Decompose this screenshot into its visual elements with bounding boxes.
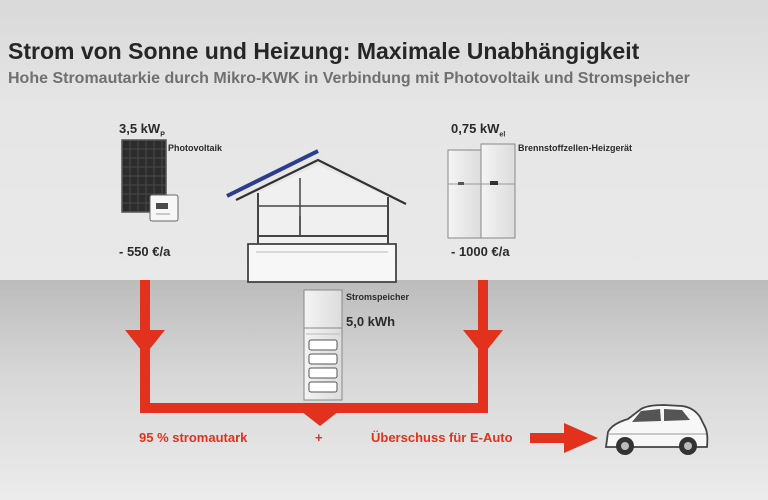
electric-car-icon xyxy=(606,405,707,455)
pv-savings-label: - 550 €/a xyxy=(119,244,171,259)
pv-power-label: 3,5 $kW_P$ xyxy=(119,121,165,139)
left-arrowhead xyxy=(125,330,165,355)
battery-storage-icon xyxy=(304,290,342,400)
heater-savings-label: - 1000 €/a xyxy=(451,244,510,259)
storage-capacity-label: 5,0 kWh xyxy=(346,314,396,329)
page-subtitle: Hohe Stromautarkie durch Mikro-KWK in Verbindung mit Photovoltaik und Stromspeicher xyxy=(8,70,690,87)
house-icon xyxy=(227,151,406,282)
center-arrowhead xyxy=(297,408,343,426)
plus-sign: + xyxy=(315,430,323,445)
fuel-cell-heater-icon xyxy=(448,144,515,238)
pv-device-label: Photovoltaik xyxy=(168,143,223,153)
storage-device-label: Stromspeicher xyxy=(346,292,410,302)
energy-flow-arrows xyxy=(125,280,598,453)
surplus-label: Überschuss für E-Auto xyxy=(371,430,513,445)
heater-device-label: Brennstoffzellen-Heizgerät xyxy=(518,143,633,153)
car-arrowhead xyxy=(564,423,598,453)
page-title: Strom von Sonne und Heizung: Maximale Unabhängigkeit xyxy=(8,38,640,64)
inverter-icon xyxy=(150,195,178,221)
right-arrowhead xyxy=(463,330,503,355)
autarkie-label: 95 % stromautark xyxy=(139,430,248,445)
heater-power-label: 0,75 $kW_{el}$ xyxy=(451,121,506,139)
